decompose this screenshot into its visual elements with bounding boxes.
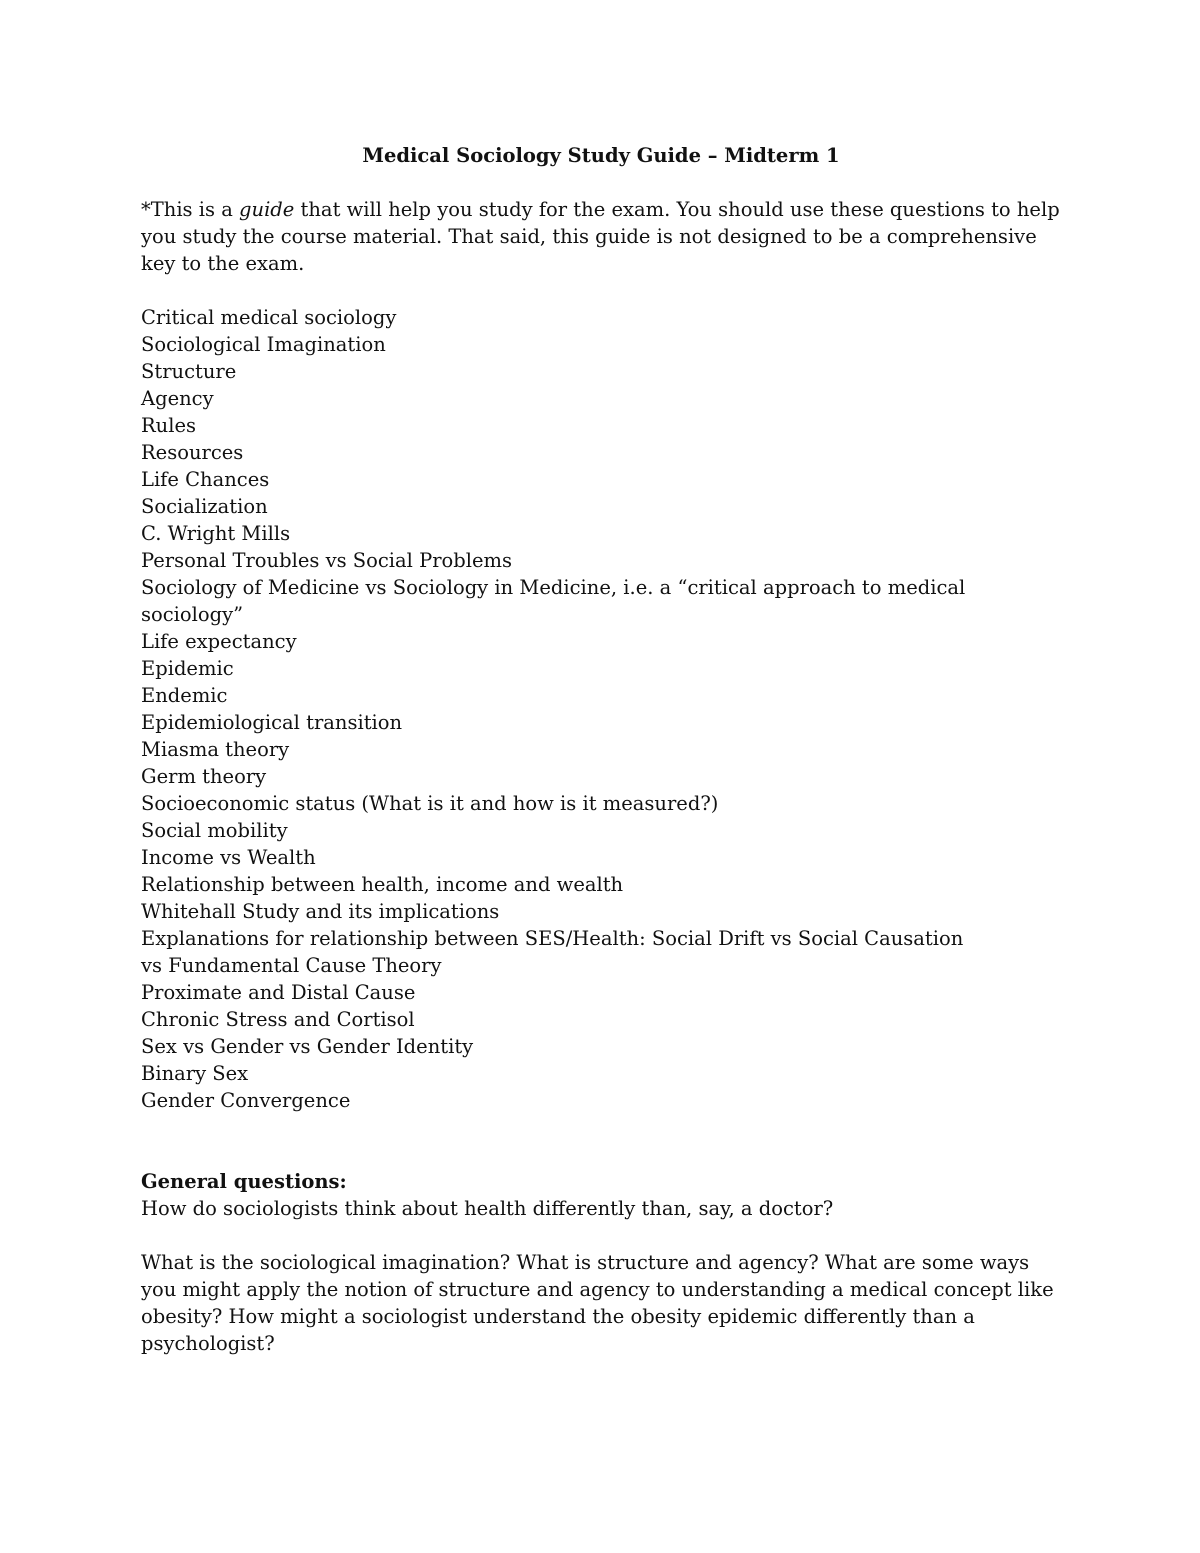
section-spacer bbox=[141, 1114, 1061, 1168]
term-item: Structure bbox=[141, 360, 237, 383]
general-questions-heading: General questions: bbox=[141, 1170, 347, 1193]
term-item: Critical medical sociology bbox=[141, 306, 397, 329]
term-item: Endemic bbox=[141, 684, 228, 707]
term-item: Proximate and Distal Cause bbox=[141, 981, 416, 1004]
term-item: Life expectancy bbox=[141, 630, 297, 653]
term-item: C. Wright Mills bbox=[141, 522, 291, 545]
term-item: Sex vs Gender vs Gender Identity bbox=[141, 1035, 474, 1058]
term-item: Agency bbox=[141, 387, 214, 410]
term-item: Sociology of Medicine vs Sociology in Medicine, i.e. a “critical approach to medical sociology” bbox=[141, 576, 966, 626]
term-item: Social mobility bbox=[141, 819, 288, 842]
term-item: Socialization bbox=[141, 495, 268, 518]
term-item: Binary Sex bbox=[141, 1062, 249, 1085]
term-item: Whitehall Study and its implications bbox=[141, 900, 500, 923]
term-item: Sociological Imagination bbox=[141, 333, 386, 356]
term-item: Personal Troubles vs Social Problems bbox=[141, 549, 513, 572]
document-body bbox=[141, 142, 1061, 1357]
intro-text-after: that will help you study for the exam. You should use these questions to help you study the course material. That said, this guide is not designed to be a comprehensive key to the exam. bbox=[141, 198, 1060, 275]
term-item: Chronic Stress and Cortisol bbox=[141, 1008, 415, 1031]
term-item: Socioeconomic status (What is it and how is it measured?) bbox=[141, 792, 719, 815]
intro-text-before: *This is a bbox=[141, 198, 240, 221]
term-item: Rules bbox=[141, 414, 197, 437]
intro-emphasis: guide bbox=[239, 198, 295, 221]
term-item: Germ theory bbox=[141, 765, 267, 788]
intro-paragraph bbox=[141, 196, 1061, 277]
term-item: Miasma theory bbox=[141, 738, 290, 761]
term-list bbox=[141, 304, 1061, 1114]
question-paragraph: How do sociologists think about health differently than, say, a doctor? bbox=[141, 1197, 834, 1220]
term-item: Relationship between health, income and wealth bbox=[141, 873, 624, 896]
term-item: Life Chances bbox=[141, 468, 270, 491]
term-item: Epidemiological transition bbox=[141, 711, 403, 734]
term-item: Explanations for relationship between SES/Health: Social Drift vs Social Causation vs Fundamental Cause Theory bbox=[141, 927, 964, 977]
term-item: Epidemic bbox=[141, 657, 234, 680]
term-item: Resources bbox=[141, 441, 244, 464]
question-paragraph: What is the sociological imagination? What is structure and agency? What are some ways you might apply the notion of structure and agency to understanding a medical concept like obesity? How might a sociologist understand the obesity epidemic differently than a psychologist? bbox=[141, 1251, 1054, 1355]
term-item: Income vs Wealth bbox=[141, 846, 316, 869]
document-title: Medical Sociology Study Guide – Midterm 1 bbox=[362, 144, 840, 167]
term-item: Gender Convergence bbox=[141, 1089, 351, 1112]
